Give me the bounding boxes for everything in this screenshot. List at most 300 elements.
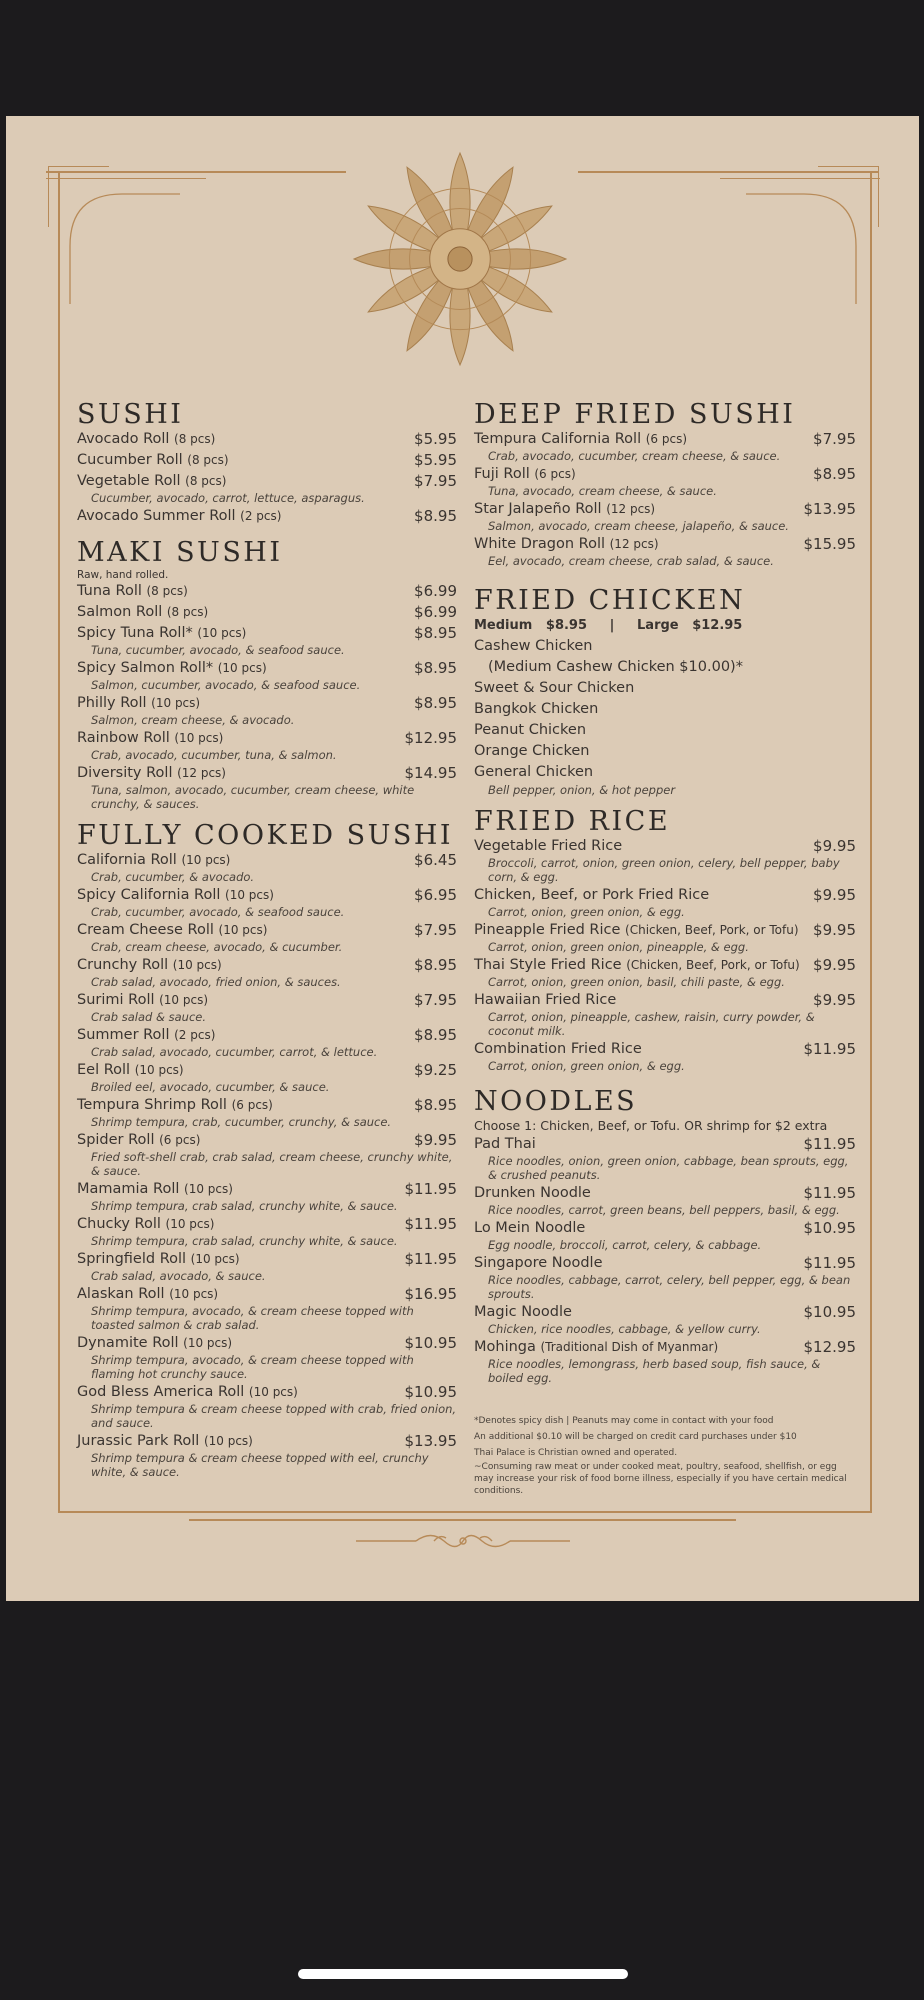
- item-name: [474, 956, 800, 975]
- item-name: [474, 1040, 642, 1059]
- item-desc: Salmon, cucumber, avocado, & seafood sauce.: [91, 678, 361, 692]
- item-desc: Shrimp tempura & cream cheese topped with crab, fried onion, and sauce.: [91, 1402, 457, 1430]
- item-title: White Dragon Roll: [474, 536, 606, 552]
- chicken-item: General Chicken: [474, 764, 594, 780]
- menu-item: [77, 851, 457, 884]
- item-qty: (8 pcs): [185, 474, 227, 488]
- footer-note: An additional $0.10 will be charged on credit card purchases under $10: [474, 1432, 797, 1442]
- item-desc: Carrot, onion, green onion, & egg.: [488, 1059, 685, 1073]
- item-qty: (12 pcs): [609, 537, 659, 551]
- item-name: [77, 582, 188, 601]
- item-title: Vegetable Fried Rice: [474, 838, 623, 854]
- menu-item-row: [77, 1383, 457, 1402]
- item-qty: (2 pcs): [240, 509, 282, 523]
- item-qty: (10 pcs): [248, 1385, 298, 1399]
- menu-item: [77, 991, 457, 1024]
- item-title: Magic Noodle: [474, 1304, 572, 1320]
- home-indicator[interactable]: [298, 1969, 628, 1979]
- item-name: [474, 535, 659, 554]
- menu-item: [77, 694, 457, 727]
- item-price: $6.45: [414, 851, 457, 869]
- menu-item: [474, 500, 856, 533]
- chicken-item: (Medium Cashew Chicken $10.00)*: [488, 659, 743, 675]
- item-desc: Shrimp tempura, avocado, & cream cheese topped with toasted salmon & crab salad.: [91, 1304, 414, 1332]
- item-title: Avocado Roll: [77, 431, 170, 447]
- item-title: God Bless America Roll: [77, 1384, 245, 1400]
- footer-notes: [474, 1413, 856, 1497]
- menu-item-row: [77, 451, 457, 470]
- bottom-flourish: [356, 1528, 570, 1554]
- section-title-sushi: SUSHI: [77, 399, 184, 430]
- item-price: $6.99: [414, 603, 457, 621]
- footer-note: ~Consuming raw meat or under cooked meat, poultry, seafood, shellfish, or egg may increase your risk of food borne illness, especially if you have certain medical conditions.: [474, 1462, 847, 1496]
- item-title: Vegetable Roll: [77, 473, 181, 489]
- menu-item-row: [77, 624, 457, 643]
- menu-item-row: [77, 1131, 457, 1150]
- menu-item: [77, 507, 457, 526]
- item-name: [77, 921, 267, 940]
- menu-item-row: [474, 1254, 856, 1273]
- menu-item: [77, 451, 457, 470]
- menu-item-row: [474, 1184, 856, 1203]
- menu-item-row: [474, 1219, 856, 1238]
- item-name: [77, 1334, 232, 1353]
- item-price: $7.95: [414, 472, 457, 490]
- item-title: Salmon Roll: [77, 604, 163, 620]
- item-desc: Tuna, cucumber, avocado, & seafood sauce.: [91, 643, 345, 657]
- item-title: Philly Roll: [77, 695, 147, 711]
- menu-item: [77, 1131, 457, 1178]
- menu-item: [77, 1250, 457, 1283]
- item-qty: (10 pcs): [174, 731, 224, 745]
- footer-note: Thai Palace is Christian owned and operated.: [474, 1448, 678, 1458]
- item-desc: Crab, avocado, cucumber, cream cheese, & sauce.: [488, 449, 781, 463]
- item-price: $10.95: [404, 1383, 457, 1401]
- item-title: Hawaiian Fried Rice: [474, 992, 617, 1008]
- item-desc: Shrimp tempura, crab salad, crunchy white, & sauce.: [91, 1234, 398, 1248]
- item-qty: (10 pcs): [197, 626, 247, 640]
- maki-list: [77, 582, 457, 811]
- cooked-list: [77, 851, 457, 1479]
- item-price: $14.95: [404, 764, 457, 782]
- item-desc: Fried soft-shell crab, crab salad, cream cheese, crunchy white, & sauce.: [91, 1150, 453, 1178]
- menu-item-row: [474, 921, 856, 940]
- item-title: Pad Thai: [474, 1136, 536, 1152]
- item-title: Rainbow Roll: [77, 730, 170, 746]
- menu-item: [474, 921, 856, 954]
- chicken-item: Bangkok Chicken: [474, 701, 599, 717]
- item-price: $10.95: [803, 1303, 856, 1321]
- item-desc: Crab salad, avocado, cucumber, carrot, & lettuce.: [91, 1045, 378, 1059]
- item-title: Avocado Summer Roll: [77, 508, 236, 524]
- item-qty: (10 pcs): [169, 1287, 219, 1301]
- item-name: [77, 1215, 214, 1234]
- chicken-item: Orange Chicken: [474, 743, 590, 759]
- menu-item-row: [474, 1040, 856, 1059]
- menu-item: [474, 1254, 856, 1301]
- menu-item-row: [474, 1303, 856, 1322]
- menu-item: [474, 1303, 856, 1336]
- menu-item: [77, 1096, 457, 1129]
- item-price: $7.95: [414, 991, 457, 1009]
- item-title: Chicken, Beef, or Pork Fried Rice: [474, 887, 710, 903]
- menu-item-row: [474, 886, 856, 905]
- item-title: Mohinga: [474, 1339, 536, 1355]
- item-price: $10.95: [803, 1219, 856, 1237]
- item-price: $8.95: [813, 465, 856, 483]
- item-title: Cucumber Roll: [77, 452, 183, 468]
- menu-item-row: [77, 582, 457, 601]
- item-price: $8.95: [414, 659, 457, 677]
- menu-item: [77, 886, 457, 919]
- menu-item: [77, 729, 457, 762]
- item-qty: (10 pcs): [159, 993, 209, 1007]
- item-price: $12.95: [404, 729, 457, 747]
- menu-item-row: [77, 991, 457, 1010]
- item-desc: Chicken, rice noodles, cabbage, & yellow curry.: [488, 1322, 761, 1336]
- item-desc: Broiled eel, avocado, cucumber, & sauce.: [91, 1080, 330, 1094]
- item-qty: (10 pcs): [203, 1434, 253, 1448]
- noodles-note: Choose 1: Chicken, Beef, or Tofu. OR shrimp for $2 extra: [474, 1118, 828, 1133]
- menu-item: [474, 1040, 856, 1073]
- item-name: [474, 837, 622, 856]
- item-title: Mamamia Roll: [77, 1181, 180, 1197]
- item-title: Chucky Roll: [77, 1216, 161, 1232]
- item-qty: (10 pcs): [181, 853, 231, 867]
- item-desc: Carrot, onion, green onion, basil, chili paste, & egg.: [488, 975, 785, 989]
- item-desc: Rice noodles, lemongrass, herb based soup, fish sauce, & boiled egg.: [488, 1357, 821, 1385]
- item-desc: Crab, avocado, cucumber, tuna, & salmon.: [91, 748, 337, 762]
- item-title: Lo Mein Noodle: [474, 1220, 586, 1236]
- menu-item-row: [474, 500, 856, 519]
- item-desc: Salmon, avocado, cream cheese, jalapeño, & sauce.: [488, 519, 789, 533]
- chicken-desc: Bell pepper, onion, & hot pepper: [488, 783, 676, 797]
- item-qty: (10 pcs): [183, 1336, 233, 1350]
- item-price: $5.95: [414, 430, 457, 448]
- menu-item: [474, 837, 856, 884]
- item-price: $8.95: [414, 1096, 457, 1114]
- mandala-ornament: [349, 148, 571, 370]
- item-price: $16.95: [404, 1285, 457, 1303]
- item-title: Crunchy Roll: [77, 957, 169, 973]
- item-qty: (10 pcs): [217, 661, 267, 675]
- item-desc: Rice noodles, onion, green onion, cabbage, bean sprouts, egg, & crushed peanuts.: [488, 1154, 849, 1182]
- item-desc: Rice noodles, cabbage, carrot, celery, bell pepper, egg, & bean sprouts.: [488, 1273, 851, 1301]
- item-price: $8.95: [414, 694, 457, 712]
- menu-item-row: [474, 991, 856, 1010]
- item-name: [77, 1180, 233, 1199]
- item-name: [77, 659, 267, 678]
- chicken-list: [474, 636, 856, 783]
- item-desc: Eel, avocado, cream cheese, crab salad, & sauce.: [488, 554, 774, 568]
- menu-item-row: [474, 1135, 856, 1154]
- item-title: Surimi Roll: [77, 992, 155, 1008]
- item-name: [474, 1254, 603, 1273]
- item-name: [77, 991, 208, 1010]
- item-title: Tempura Shrimp Roll: [77, 1097, 227, 1113]
- item-desc: Crab, cream cheese, avocado, & cucumber.: [91, 940, 343, 954]
- item-title: Tuna Roll: [77, 583, 142, 599]
- item-name: [77, 886, 274, 905]
- item-price: $8.95: [414, 956, 457, 974]
- section-title-maki: MAKI SUSHI: [77, 537, 283, 568]
- menu-item-row: [77, 603, 457, 622]
- item-qty: (Chicken, Beef, Pork, or Tofu): [625, 923, 799, 937]
- item-desc: Shrimp tempura, crab, cucumber, crunchy, & sauce.: [91, 1115, 392, 1129]
- item-name: [77, 472, 226, 491]
- item-price: $6.99: [414, 582, 457, 600]
- item-title: Drunken Noodle: [474, 1185, 591, 1201]
- footer-note: *Denotes spicy dish | Peanuts may come in contact with your food: [474, 1416, 774, 1426]
- item-name: [77, 1432, 253, 1451]
- item-desc: Crab salad, avocado, & sauce.: [91, 1269, 266, 1283]
- menu-item-row: [474, 430, 856, 449]
- item-title: Springfield Roll: [77, 1251, 187, 1267]
- item-desc: Carrot, onion, green onion, & egg.: [488, 905, 685, 919]
- menu-item: [474, 465, 856, 498]
- item-qty: (10 pcs): [190, 1252, 240, 1266]
- item-price: $11.95: [803, 1040, 856, 1058]
- item-qty: (10 pcs): [218, 923, 268, 937]
- menu-item-row: [474, 535, 856, 554]
- item-qty: (2 pcs): [174, 1028, 216, 1042]
- maki-note: Raw, hand rolled.: [77, 569, 169, 581]
- item-name: [77, 764, 226, 783]
- item-title: Combination Fried Rice: [474, 1041, 642, 1057]
- section-title-noodles: NOODLES: [474, 1086, 638, 1117]
- item-name: [474, 991, 616, 1010]
- menu-item: [474, 535, 856, 568]
- menu-item-row: [77, 472, 457, 491]
- item-price: $12.95: [803, 1338, 856, 1356]
- menu-item: [77, 1061, 457, 1094]
- item-price: $9.95: [813, 886, 856, 904]
- section-title-deep-fried: DEEP FRIED SUSHI: [474, 399, 796, 430]
- item-title: Pineapple Fried Rice: [474, 922, 621, 938]
- menu-item: [77, 1285, 457, 1332]
- menu-item-row: [77, 1026, 457, 1045]
- item-name: [77, 694, 200, 713]
- fried-rice-list: [474, 837, 856, 1073]
- item-title: Spicy Salmon Roll*: [77, 660, 214, 676]
- menu-item-row: [77, 1180, 457, 1199]
- menu-item-row: [77, 1334, 457, 1353]
- item-title: Star Jalapeño Roll: [474, 501, 602, 517]
- menu-item: [77, 1383, 457, 1430]
- item-desc: Crab, cucumber, & avocado.: [91, 870, 255, 884]
- menu-item-row: [77, 729, 457, 748]
- item-qty: (6 pcs): [645, 432, 687, 446]
- menu-item: [77, 1026, 457, 1059]
- menu-item: [77, 956, 457, 989]
- noodles-list: [474, 1135, 856, 1385]
- item-name: [77, 1061, 184, 1080]
- item-desc: Broccoli, carrot, onion, green onion, celery, bell pepper, baby corn, & egg.: [488, 856, 840, 884]
- menu-item: [77, 1334, 457, 1381]
- item-name: [77, 1096, 273, 1115]
- item-name: [474, 1184, 591, 1203]
- item-name: [77, 430, 215, 449]
- item-price: $9.95: [414, 1131, 457, 1149]
- menu-item-row: [77, 1250, 457, 1269]
- item-title: Spicy California Roll: [77, 887, 221, 903]
- item-title: Jurassic Park Roll: [77, 1433, 200, 1449]
- menu-item: [474, 1338, 856, 1385]
- corner-arc-left: [62, 186, 182, 306]
- right-column: [474, 400, 856, 1497]
- item-qty: (6 pcs): [159, 1133, 201, 1147]
- item-name: [77, 851, 230, 870]
- item-name: [77, 507, 281, 526]
- item-title: Alaskan Roll: [77, 1286, 165, 1302]
- item-price: $7.95: [414, 921, 457, 939]
- item-qty: (Chicken, Beef, Pork, or Tofu): [626, 958, 800, 972]
- item-title: California Roll: [77, 852, 177, 868]
- item-title: Thai Style Fried Rice: [474, 957, 622, 973]
- menu-item: [474, 991, 856, 1038]
- item-name: [77, 1383, 298, 1402]
- item-price: $5.95: [414, 451, 457, 469]
- item-desc: Cucumber, avocado, carrot, lettuce, asparagus.: [91, 491, 365, 505]
- section-title-fried-chicken: FRIED CHICKEN: [474, 585, 746, 616]
- item-name: [77, 451, 229, 470]
- item-name: [474, 1219, 585, 1238]
- left-column: [77, 400, 457, 1479]
- item-price: $9.25: [414, 1061, 457, 1079]
- menu-item-row: [77, 921, 457, 940]
- item-desc: Rice noodles, carrot, green beans, bell peppers, basil, & egg.: [488, 1203, 840, 1217]
- item-qty: (10 pcs): [151, 696, 201, 710]
- item-qty: (8 pcs): [187, 453, 229, 467]
- item-title: Spicy Tuna Roll*: [77, 625, 193, 641]
- item-title: Spider Roll: [77, 1132, 155, 1148]
- menu-item-row: [77, 507, 457, 526]
- menu-item-row: [474, 1338, 856, 1357]
- item-qty: (6 pcs): [534, 467, 576, 481]
- menu-item-row: [77, 1432, 457, 1451]
- menu-item: [77, 659, 457, 692]
- item-name: [474, 500, 655, 519]
- item-price: $15.95: [803, 535, 856, 553]
- item-desc: Shrimp tempura, crab salad, crunchy white, & sauce.: [91, 1199, 398, 1213]
- item-price: $9.95: [813, 921, 856, 939]
- item-desc: Carrot, onion, pineapple, cashew, raisin, curry powder, & coconut milk.: [488, 1010, 815, 1038]
- corner-arc-right: [744, 186, 864, 306]
- item-qty: (Traditional Dish of Myanmar): [540, 1340, 719, 1354]
- item-price: $8.95: [414, 507, 457, 525]
- item-price: $8.95: [414, 1026, 457, 1044]
- item-title: Cream Cheese Roll: [77, 922, 214, 938]
- item-title: Diversity Roll: [77, 765, 173, 781]
- item-desc: Egg noodle, broccoli, carrot, celery, & cabbage.: [488, 1238, 762, 1252]
- item-price: $9.95: [813, 956, 856, 974]
- section-title-cooked: FULLY COOKED SUSHI: [77, 820, 454, 851]
- item-desc: Shrimp tempura & cream cheese topped with eel, crunchy white, & sauce.: [91, 1451, 429, 1479]
- menu-item: [474, 886, 856, 919]
- item-title: Fuji Roll: [474, 466, 530, 482]
- item-title: Eel Roll: [77, 1062, 131, 1078]
- menu-item: [474, 956, 856, 989]
- menu-item-row: [474, 956, 856, 975]
- menu-item: [474, 1135, 856, 1182]
- item-price: $9.95: [813, 991, 856, 1009]
- menu-item: [474, 430, 856, 463]
- item-price: $8.95: [414, 624, 457, 642]
- item-qty: (10 pcs): [134, 1063, 184, 1077]
- menu-item: [77, 1180, 457, 1213]
- item-name: [474, 921, 799, 940]
- item-title: Summer Roll: [77, 1027, 170, 1043]
- item-price: $7.95: [813, 430, 856, 448]
- menu-item: [77, 921, 457, 954]
- item-name: [474, 1303, 572, 1322]
- menu-item-row: [77, 1061, 457, 1080]
- menu-item: [77, 764, 457, 811]
- item-desc: Crab salad, avocado, fried onion, & sauces.: [91, 975, 341, 989]
- deep-fried-list: [474, 430, 856, 568]
- item-name: [77, 729, 223, 748]
- menu-item-row: [77, 1215, 457, 1234]
- item-qty: (8 pcs): [174, 432, 216, 446]
- item-price: $11.95: [803, 1184, 856, 1202]
- item-qty: (10 pcs): [172, 958, 222, 972]
- item-name: [474, 1338, 718, 1357]
- item-name: [474, 1135, 536, 1154]
- item-name: [77, 1285, 218, 1304]
- menu-item: [77, 1432, 457, 1479]
- menu-item: [77, 430, 457, 449]
- item-qty: (12 pcs): [606, 502, 656, 516]
- chicken-sizes: Medium $8.95 | Large $12.95: [474, 618, 743, 633]
- item-desc: Salmon, cream cheese, & avocado.: [91, 713, 295, 727]
- menu-item-row: [77, 1285, 457, 1304]
- item-title: Dynamite Roll: [77, 1335, 179, 1351]
- item-price: $9.95: [813, 837, 856, 855]
- item-name: [474, 465, 576, 484]
- menu-item-row: [77, 659, 457, 678]
- menu-item-row: [77, 694, 457, 713]
- item-desc: Carrot, onion, green onion, pineapple, & egg.: [488, 940, 749, 954]
- chicken-item: Peanut Chicken: [474, 722, 587, 738]
- item-name: [77, 603, 208, 622]
- item-price: $11.95: [803, 1135, 856, 1153]
- item-price: $11.95: [404, 1180, 457, 1198]
- menu-item: [474, 1219, 856, 1252]
- menu-item-row: [77, 851, 457, 870]
- item-desc: Shrimp tempura, avocado, & cream cheese topped with flaming hot crunchy sauce.: [91, 1353, 414, 1381]
- item-price: $6.95: [414, 886, 457, 904]
- menu-item: [77, 472, 457, 505]
- item-qty: (8 pcs): [146, 584, 188, 598]
- item-price: $13.95: [404, 1432, 457, 1450]
- item-title: Tempura California Roll: [474, 431, 642, 447]
- menu-item-row: [77, 430, 457, 449]
- item-title: Singapore Noodle: [474, 1255, 603, 1271]
- item-price: $13.95: [803, 500, 856, 518]
- item-desc: Tuna, salmon, avocado, cucumber, cream cheese, white crunchy, & sauces.: [91, 783, 415, 811]
- item-desc: Crab, cucumber, avocado, & seafood sauce.: [91, 905, 345, 919]
- item-name: [77, 1250, 240, 1269]
- chicken-item: Sweet & Sour Chicken: [474, 680, 635, 696]
- item-qty: (10 pcs): [165, 1217, 215, 1231]
- sushi-list: [77, 430, 457, 526]
- menu-item: [77, 1215, 457, 1248]
- item-qty: (8 pcs): [166, 605, 209, 619]
- menu-item-row: [77, 1096, 457, 1115]
- item-price: $11.95: [404, 1215, 457, 1233]
- item-name: [77, 956, 222, 975]
- item-qty: (10 pcs): [184, 1182, 233, 1196]
